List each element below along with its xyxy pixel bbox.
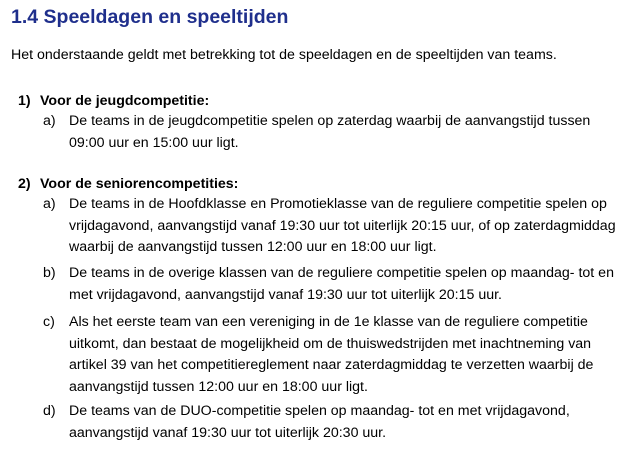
list-item <box>43 263 633 306</box>
item-line: vrijdagavond, aanvangstijd vanaf 19:30 uur tot uiterlijk 20:15 uur, of op zaterdagmiddag <box>69 217 616 234</box>
item-letter: b) <box>43 265 56 281</box>
item-text <box>69 401 633 444</box>
item-text <box>69 312 633 398</box>
item-text <box>69 111 633 154</box>
item-line: aanvangstijd vanaf 19:30 uur tot uiterlijk 20:30 uur. <box>69 424 387 441</box>
item-line: met vrijdagavond, aanvangstijd vanaf 19:30 uur tot uiterlijk 20:15 uur. <box>69 286 502 303</box>
item-letter: a) <box>43 113 56 129</box>
item-line: waarbij de aanvangstijd tussen 12:00 uur en 18:00 uur ligt. <box>69 239 437 255</box>
item-text <box>69 194 633 259</box>
item-letter: d) <box>43 403 56 419</box>
intro-paragraph: Het onderstaande geldt met betrekking tot de speeldagen en de speeltijden van teams. <box>11 47 557 63</box>
item-line: aanvangstijd tussen 12:00 uur en 18:00 uur ligt. <box>69 378 368 395</box>
section-number: 1) <box>18 93 31 109</box>
section-number: 2) <box>18 176 31 192</box>
item-line: Als het eerste team van een vereniging in de 1e klasse van de reguliere competitie <box>69 314 588 330</box>
item-line: De teams in de Hoofdklasse en Promotieklasse van de reguliere competitie spelen op <box>69 196 607 212</box>
item-letter: a) <box>43 196 56 212</box>
item-text <box>69 263 633 306</box>
item-line: artikel 39 van het competitiereglement naar zaterdagmiddag te verzetten waarbij de <box>69 357 594 373</box>
item-line: De teams in de jeugdcompetitie spelen op zaterdag waarbij de aanvangstijd tussen <box>69 113 591 129</box>
item-letter: c) <box>43 314 55 330</box>
item-line: De teams van de DUO-competitie spelen op maandag- tot en met vrijdagavond, <box>69 403 570 419</box>
section-title-text: Voor de jeugdcompetitie: <box>40 93 210 109</box>
section-title-seniors <box>18 176 238 192</box>
item-line: 09:00 uur en 15:00 uur ligt. <box>69 134 239 151</box>
item-line: uitkomt, dan bestaat de mogelijkheid om de thuiswedstrijden met inachtneming van <box>69 335 592 352</box>
list-item <box>43 194 633 259</box>
section-title-text: Voor de seniorencompetities: <box>40 176 239 192</box>
section-heading: 1.4 Speeldagen en speeltijden <box>11 6 289 28</box>
list-item <box>43 312 633 398</box>
list-item <box>43 111 633 154</box>
item-line: De teams in de overige klassen van de reguliere competitie spelen op maandag- tot en <box>69 265 614 281</box>
section-title-youth <box>18 93 209 109</box>
list-item <box>43 401 633 444</box>
